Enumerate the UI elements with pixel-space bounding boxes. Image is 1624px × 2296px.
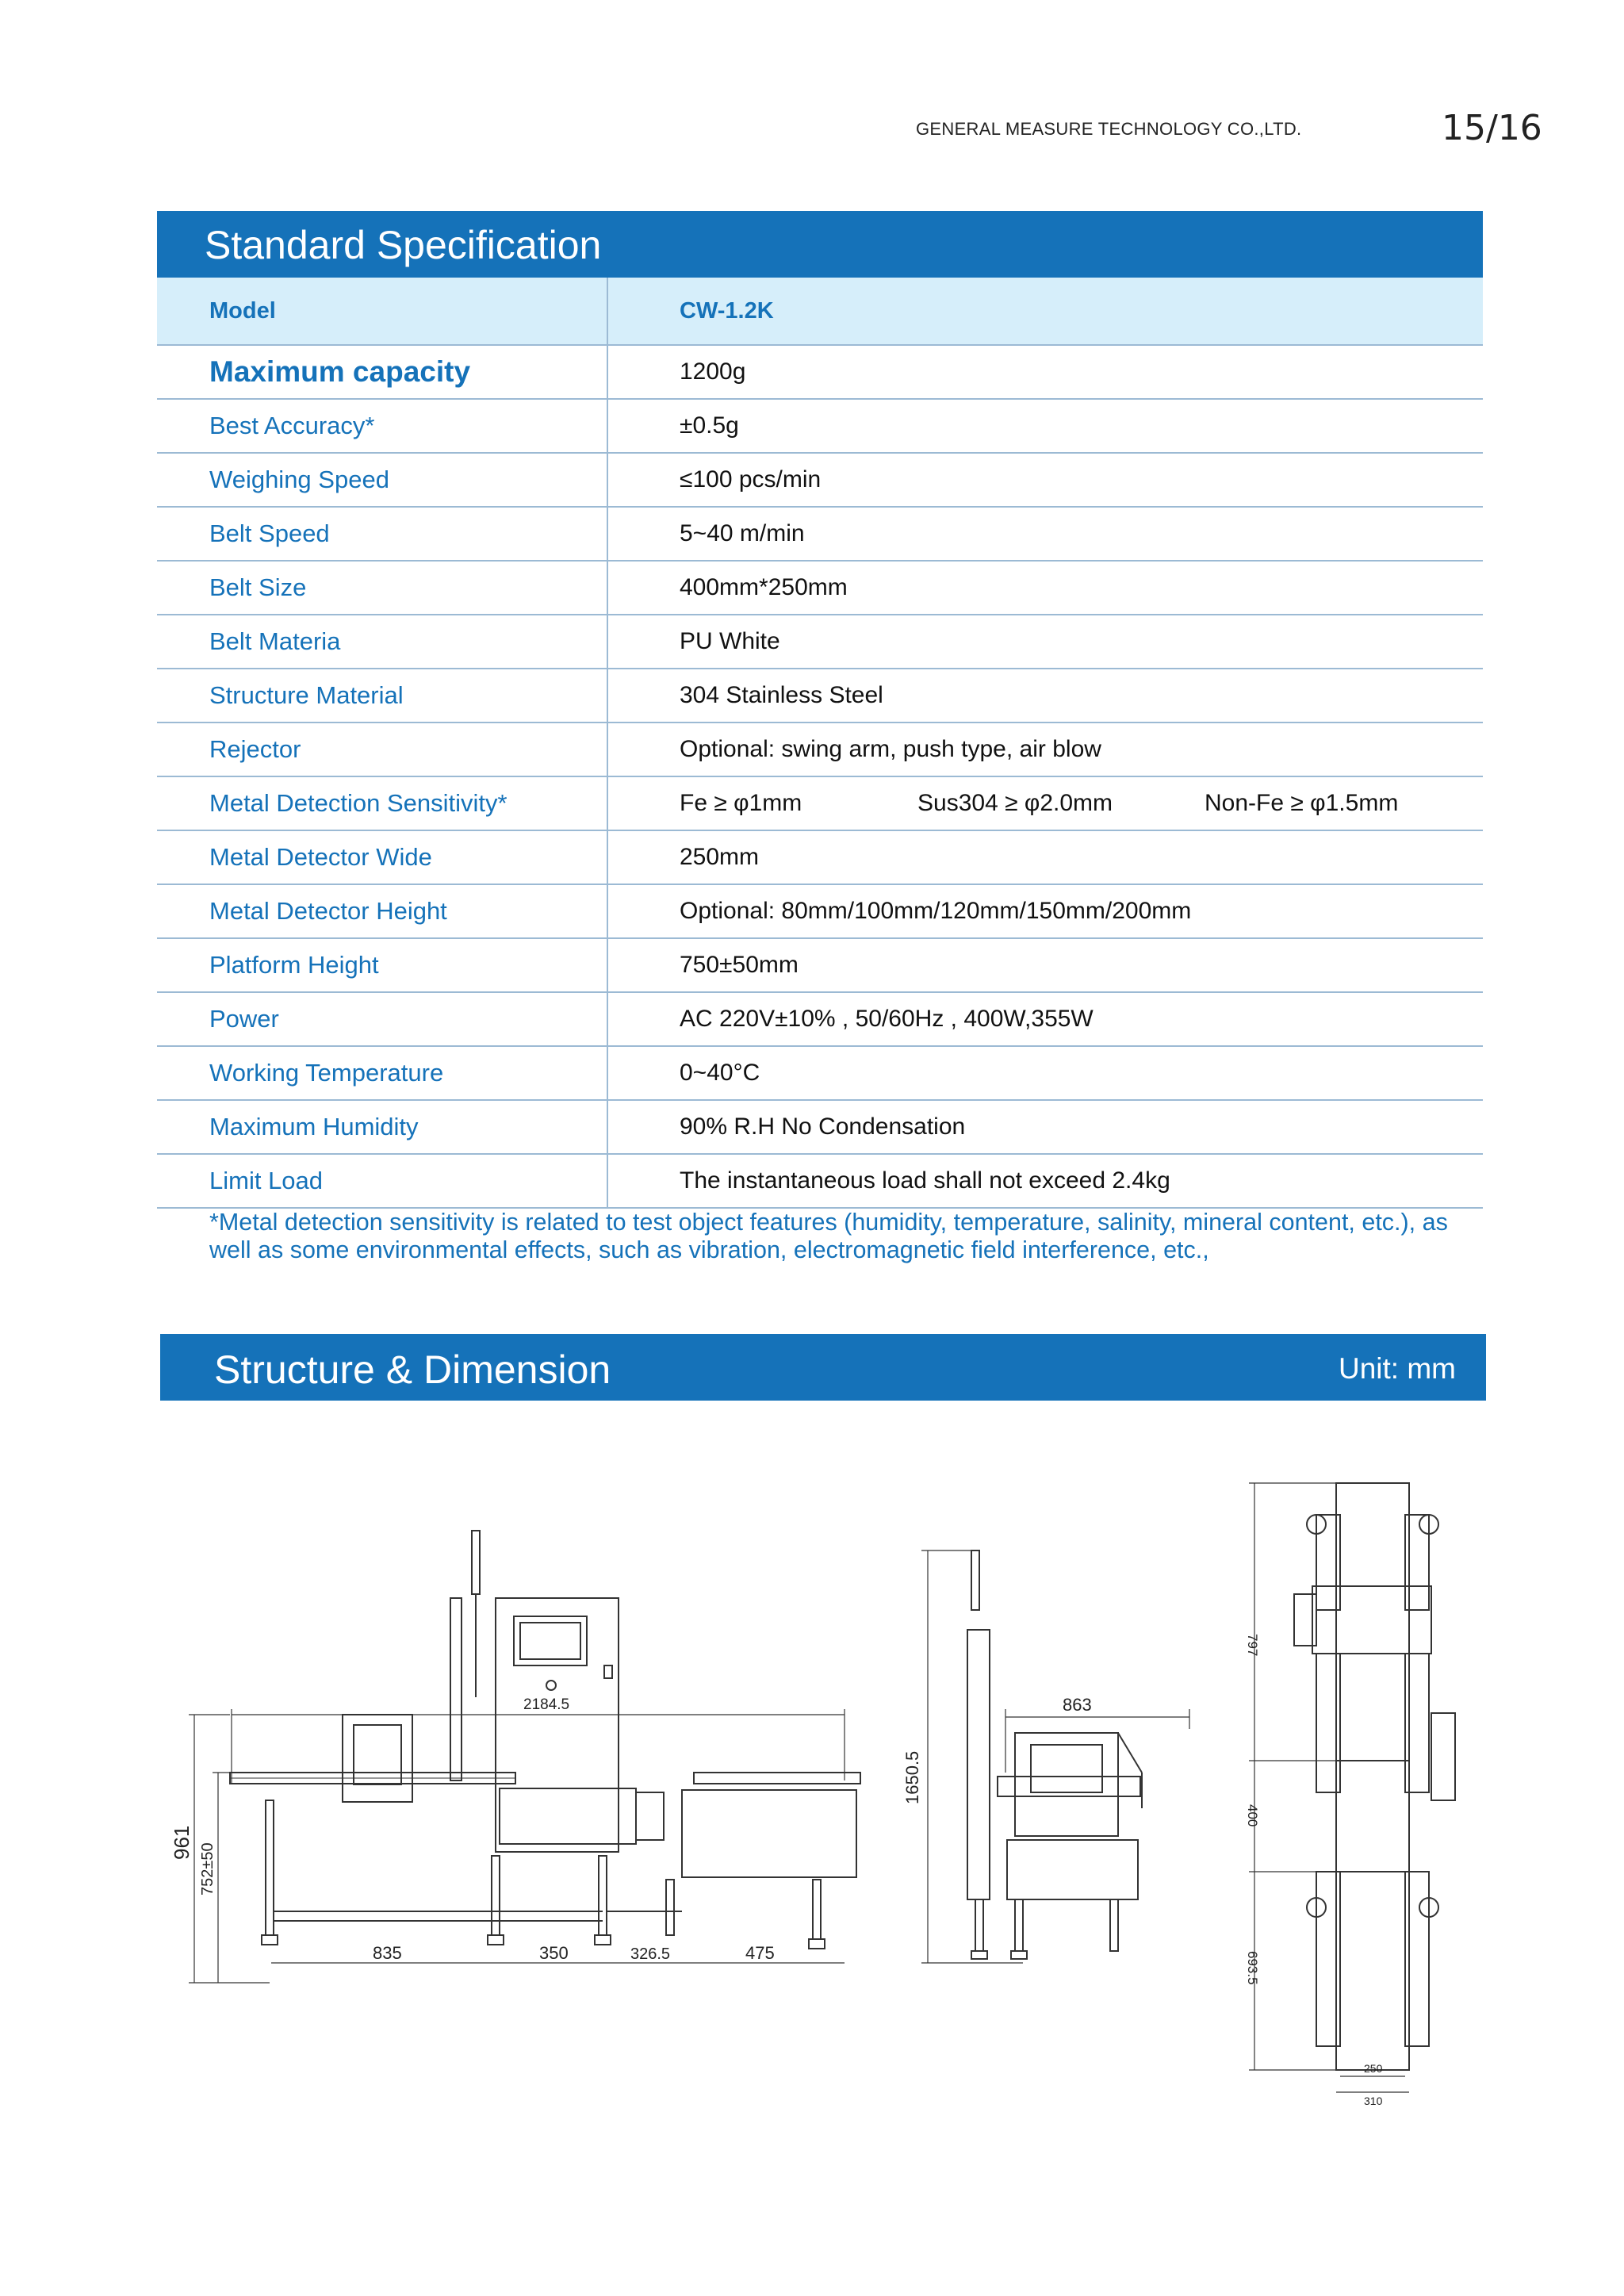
spec-title: Standard Specification [205,223,602,267]
dim-d4: 475 [745,1943,775,1963]
row-value: 750±50mm [607,938,1483,992]
row-label: Weighing Speed [157,453,607,507]
table-row [157,992,1483,1046]
dim-d3: 326.5 [630,1945,671,1963]
table-row [157,884,1483,938]
row-value: Optional: 80mm/100mm/120mm/150mm/200mm [607,884,1483,938]
company-name: GENERAL MEASURE TECHNOLOGY CO.,LTD. [916,119,1302,139]
table-row [157,830,1483,884]
row-label: Belt Size [157,561,607,615]
table-row [157,1100,1483,1154]
row-label: Metal Detector Wide [157,830,607,884]
dim-d2: 350 [539,1943,569,1963]
dim-total: 2184.5 [523,1696,570,1713]
top-view-drawing [1237,1475,1507,2110]
dim-side-depth: 863 [1063,1695,1092,1715]
table-row [157,615,1483,669]
side-view-drawing [904,1535,1205,1979]
table-row [157,938,1483,992]
row-label: Limit Load [157,1154,607,1208]
row-value: 400mm*250mm [607,561,1483,615]
table-row [157,453,1483,507]
table-row [157,1046,1483,1100]
sus-sensitivity: Sus304 ≥ φ2.0mm [917,790,1113,816]
spec-section-header [157,211,1483,278]
row-label: Metal Detection Sensitivity* [157,776,607,830]
dim-d1: 835 [373,1943,402,1963]
row-value: 1200g [607,345,1483,399]
row-label: Belt Speed [157,507,607,561]
front-view-drawing [170,1507,872,1999]
table-row [157,345,1483,399]
row-value: PU White [607,615,1483,669]
row-label: Best Accuracy* [157,399,607,453]
sensitivity-note: *Metal detection sensitivity is related to test object features (humidity, temperature, salinity, mineral content, etc.), as well as some environmental effects, such as vibration, electromagnetic field interference, etc., [209,1209,1448,1263]
dim-top-d1: 797 [1245,1634,1260,1657]
table-row [157,669,1483,723]
row-value: 250mm [607,830,1483,884]
dim-side-height: 1650.5 [902,1750,922,1804]
table-row [157,723,1483,776]
nonfe-sensitivity: Non-Fe ≥ φ1.5mm [1205,790,1399,816]
row-label: Power [157,992,607,1046]
row-value: The instantaneous load shall not exceed 2.4kg [607,1154,1483,1208]
table-row [157,399,1483,453]
table-row [157,561,1483,615]
row-value: ±0.5g [607,399,1483,453]
row-value: Optional: swing arm, push type, air blow [607,723,1483,776]
model-label: Model [157,278,607,345]
row-value [607,776,1483,830]
dim-top-w2: 310 [1364,2095,1383,2107]
table-row [157,776,1483,830]
row-value: 0~40°C [607,1046,1483,1100]
table-row [157,1154,1483,1208]
structure-section-header [160,1334,1486,1401]
row-label: Maximum capacity [157,345,607,399]
spec-table [157,278,1483,1209]
row-value: ≤100 pcs/min [607,453,1483,507]
row-label: Belt Materia [157,615,607,669]
row-label: Maximum Humidity [157,1100,607,1154]
dim-top-d2: 400 [1245,1804,1260,1827]
dim-height: 961 [170,1825,193,1860]
dim-platform: 752±50 [199,1842,216,1895]
unit-label: Unit: mm [1339,1352,1456,1385]
row-value: AC 220V±10% , 50/60Hz , 400W,355W [607,992,1483,1046]
table-header-row [157,278,1483,345]
row-label: Metal Detector Height [157,884,607,938]
table-row [157,507,1483,561]
row-value: 304 Stainless Steel [607,669,1483,723]
row-label: Rejector [157,723,607,776]
dim-top-w1: 250 [1364,2062,1383,2075]
row-label: Structure Material [157,669,607,723]
row-value: 90% R.H No Condensation [607,1100,1483,1154]
row-value: 5~40 m/min [607,507,1483,561]
dim-top-d3: 693.5 [1245,1951,1260,1985]
page-number: 15/16 [1442,108,1542,148]
row-label: Working Temperature [157,1046,607,1100]
model-value: CW-1.2K [607,278,1483,345]
structure-title: Structure & Dimension [214,1347,611,1392]
row-label: Platform Height [157,938,607,992]
fe-sensitivity: Fe ≥ φ1mm [680,790,802,816]
